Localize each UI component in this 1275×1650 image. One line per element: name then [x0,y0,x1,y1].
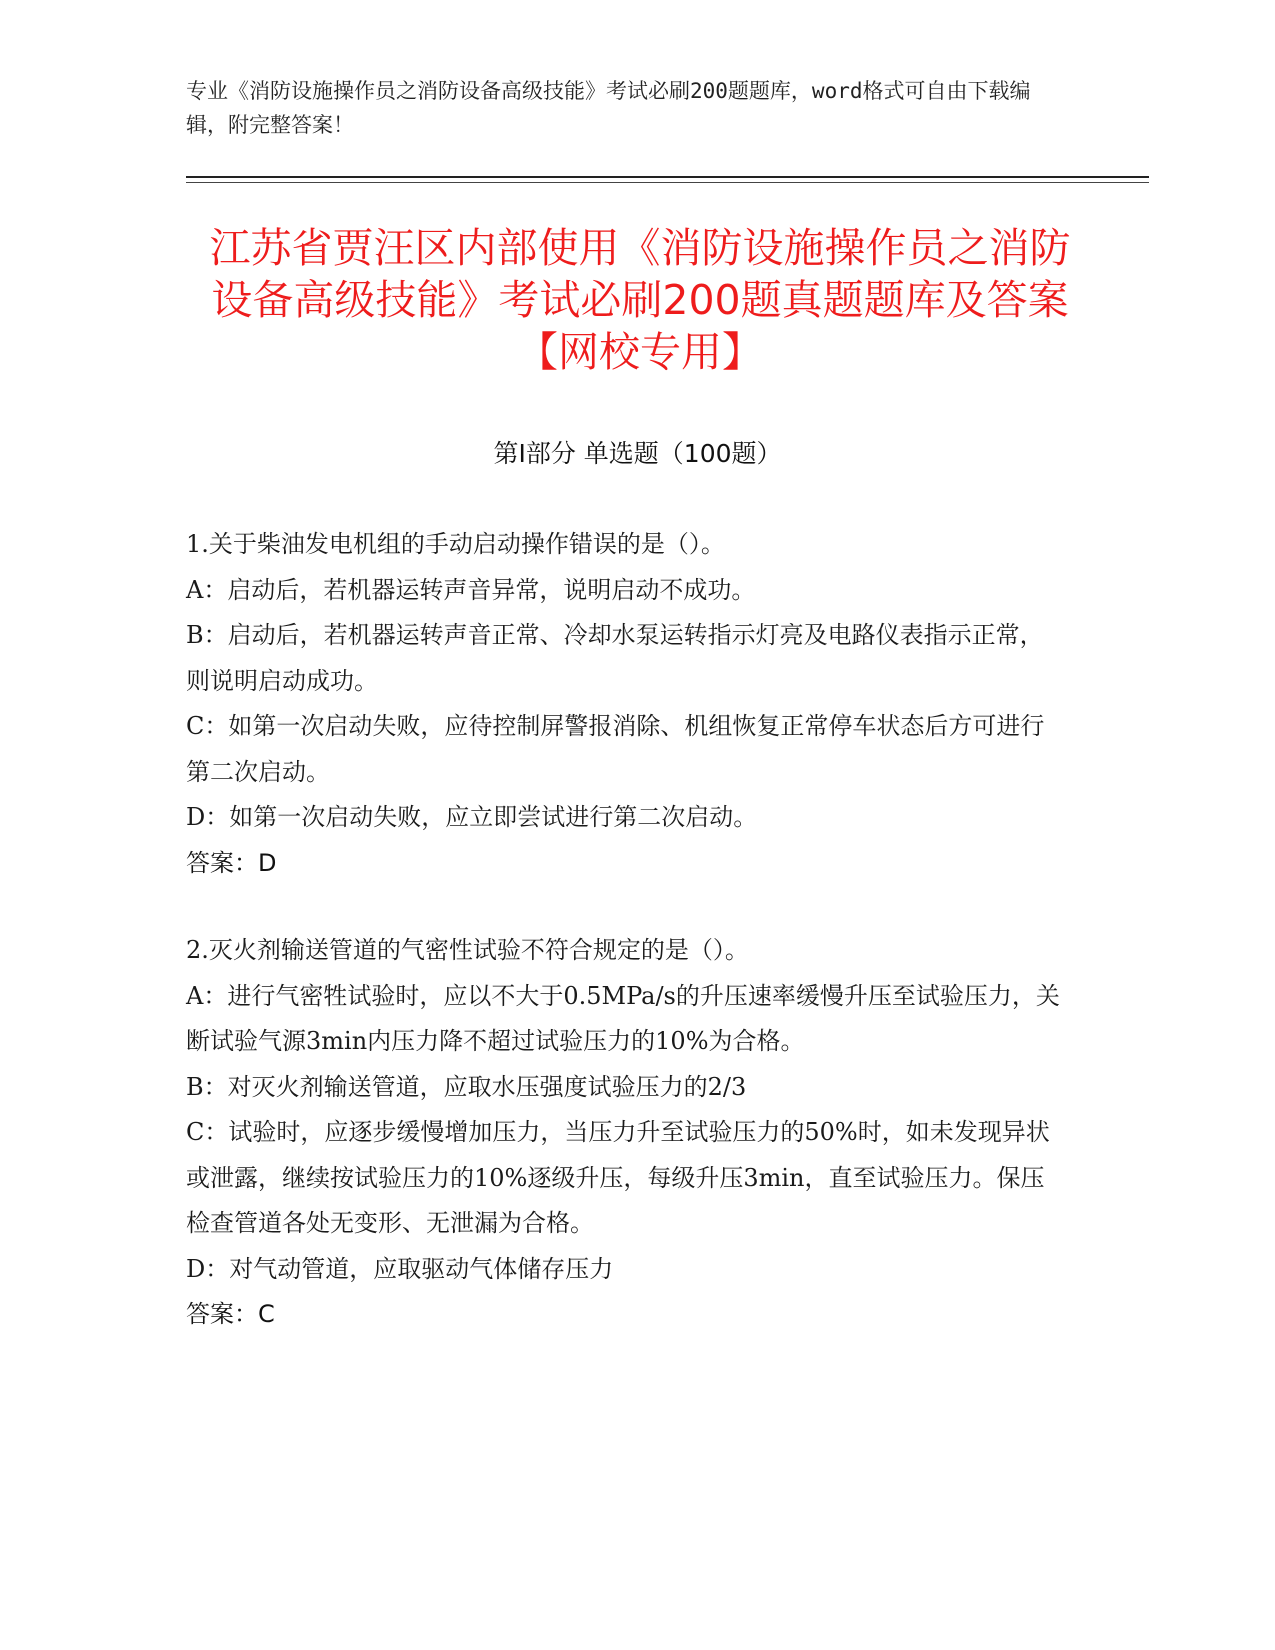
option-b: B：对灭火剂输送管道，应取水压强度试验压力的2/3 [186,1072,747,1101]
question-stem: 2.灭火剂输送管道的气密性试验不符合规定的是（）。 [186,936,749,964]
answer-label: 答案：C [186,1300,275,1328]
option-a: A：启动后，若机器运转声音异常，说明启动不成功。 [186,575,756,604]
answer-label: 答案：D [186,848,277,877]
option-a: A：进行气密牲试验时，应以不大于0.5MPa/s的升压速率缓慢升压至试验压力，关断试验气源3min内压力降不超过试验压力的10%为合格。 [186,981,1060,1055]
option-b: B：启动后，若机器运转声音正常、冷却水泵运转指示灯亮及电路仪表指示正常，则说明启动成功。 [186,621,1044,695]
question-2 [186,928,1066,1338]
option-c: C：如第一次启动失败，应待控制屏警报消除、机组恢复正常停车状态后方可进行第二次启动。 [186,712,1045,786]
section-heading: 第I部分 单选题（100题） [493,439,782,468]
document-title: 江苏省贾汪区内部使用《消防设施操作员之消防设备高级技能》考试必刷200题真题题库及答案【网校专用】 [209,224,1071,376]
option-c: C：试验时，应逐步缓慢增加压力，当压力升至试验压力的50%时，如未发现异状或泄露，继续按试验压力的10%逐级升压，每级升压3min，直至试验压力。保压检查管道各处无变形、无泄漏为合格。 [186,1118,1050,1237]
option-d: D：对气动管道，应取驱动气体储存压力 [186,1254,614,1283]
question-1 [186,522,1066,886]
header-divider-thick [186,176,1149,178]
question-stem: 1.关于柴油发电机组的手动启动操作错误的是（）。 [186,530,725,558]
header-divider-thin [186,182,1149,183]
option-d: D：如第一次启动失败，应立即尝试进行第二次启动。 [186,803,758,831]
header-note: 专业《消防设施操作员之消防设备高级技能》考试必刷200题题库，word格式可自由下载编辑，附完整答案！ [186,79,1031,137]
